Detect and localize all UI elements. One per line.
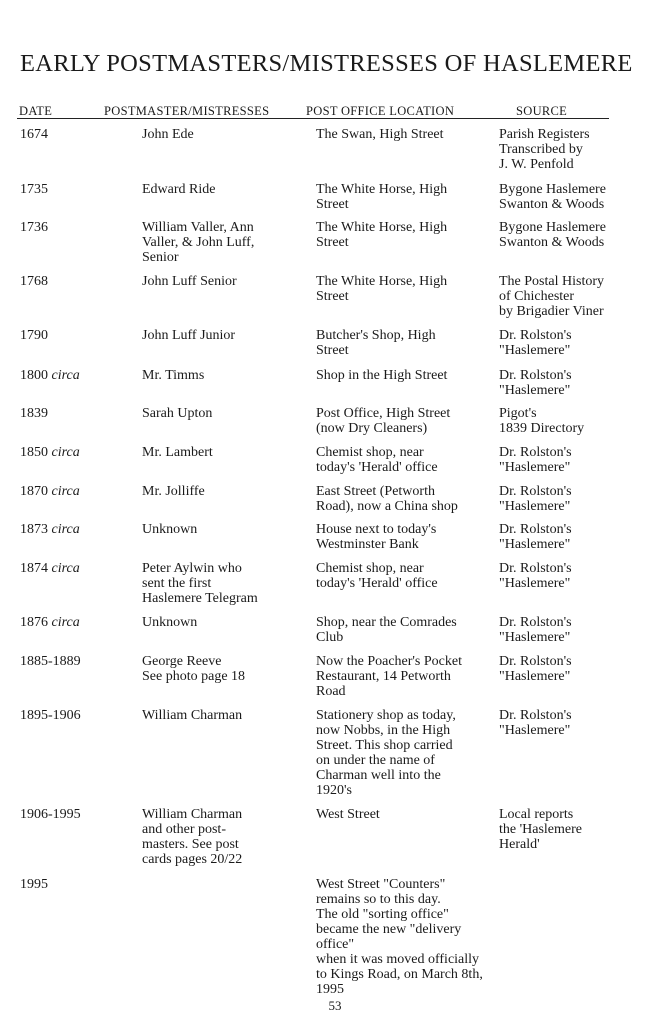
circa-note: circa	[51, 561, 80, 576]
page-title: EARLY POSTMASTERS/MISTRESSES OF HASLEMERE	[20, 50, 633, 77]
location-cell: West Street "Counters" remains so to this day. The old "sorting office" became the new "delivery office" when it was moved officially to Kings Road, on March 8th, 1995	[316, 877, 483, 997]
postmaster-cell: Unknown	[142, 522, 198, 537]
header-source: SOURCE	[516, 104, 568, 118]
postmaster-cell: Mr. Lambert	[142, 445, 213, 460]
source-cell: Dr. Rolston's "Haslemere"	[499, 654, 572, 684]
date-cell	[20, 807, 130, 822]
source-cell: Dr. Rolston's "Haslemere"	[499, 484, 572, 514]
source-cell: Dr. Rolston's "Haslemere"	[499, 445, 572, 475]
date-value: 1873	[20, 522, 52, 537]
postmaster-cell: Mr. Timms	[142, 368, 205, 383]
source-cell: The Postal History of Chichester by Brigadier Viner	[499, 274, 604, 319]
date-cell	[20, 877, 130, 892]
header-date: DATE	[19, 104, 53, 118]
date-cell	[20, 615, 130, 630]
postmaster-cell: John Luff Senior	[142, 274, 237, 289]
location-cell: West Street	[316, 807, 380, 822]
postmaster-cell: William Charman and other post- masters. See post cards pages 20/22	[142, 807, 243, 867]
date-value: 1870	[20, 484, 52, 499]
date-cell	[20, 484, 130, 499]
postmaster-cell: John Luff Junior	[142, 328, 236, 343]
date-cell	[20, 406, 130, 421]
location-cell: Post Office, High Street (now Dry Cleaners)	[316, 406, 451, 436]
header-postmaster: POSTMASTER/MISTRESSES	[104, 104, 270, 118]
postmaster-cell: George Reeve See photo page 18	[142, 654, 246, 684]
location-cell: The White Horse, High Street	[316, 274, 448, 304]
location-cell: Chemist shop, near today's 'Herald' office	[316, 445, 438, 475]
date-value: 1885-1889	[20, 654, 81, 669]
location-cell: Shop in the High Street	[316, 368, 448, 383]
date-value: 1876	[20, 615, 52, 630]
source-cell: Dr. Rolston's "Haslemere"	[499, 368, 572, 398]
location-cell: East Street (Petworth Road), now a China shop	[316, 484, 458, 514]
date-value: 1906-1995	[20, 807, 81, 822]
date-cell	[20, 708, 130, 723]
postmaster-cell: Peter Aylwin who sent the first Haslemere Telegram	[142, 561, 258, 606]
circa-note: circa	[51, 368, 80, 383]
date-value: 1768	[20, 274, 48, 289]
postmaster-cell: Unknown	[142, 615, 198, 630]
date-cell	[20, 182, 130, 197]
date-value: 1850	[20, 445, 52, 460]
date-value: 1995	[20, 877, 48, 892]
source-cell: Dr. Rolston's "Haslemere"	[499, 615, 572, 645]
date-value: 1839	[20, 406, 48, 421]
date-cell	[20, 127, 130, 142]
circa-note: circa	[51, 484, 80, 499]
postmaster-cell: Mr. Jolliffe	[142, 484, 205, 499]
header-rule	[17, 118, 609, 119]
date-cell	[20, 654, 130, 669]
location-cell: Butcher's Shop, High Street	[316, 328, 436, 358]
date-cell	[20, 368, 130, 383]
date-value: 1800	[20, 368, 52, 383]
date-cell	[20, 522, 130, 537]
date-value: 1790	[20, 328, 48, 343]
date-value: 1874	[20, 561, 52, 576]
source-cell: Bygone Haslemere Swanton & Woods	[499, 182, 606, 212]
circa-note: circa	[51, 522, 80, 537]
postmaster-cell: Sarah Upton	[142, 406, 213, 421]
location-cell: The White Horse, High Street	[316, 220, 448, 250]
source-cell: Dr. Rolston's "Haslemere"	[499, 522, 572, 552]
date-cell	[20, 328, 130, 343]
date-cell	[20, 445, 130, 460]
date-cell	[20, 220, 130, 235]
date-value: 1895-1906	[20, 708, 81, 723]
postmaster-cell: Edward Ride	[142, 182, 216, 197]
postmaster-cell: William Valler, Ann Valler, & John Luff, Senior	[142, 220, 255, 265]
circa-note: circa	[51, 615, 80, 630]
header-location: POST OFFICE LOCATION	[306, 104, 455, 118]
source-cell: Dr. Rolston's "Haslemere"	[499, 328, 572, 358]
location-cell: Now the Poacher's Pocket Restaurant, 14 Petworth Road	[316, 654, 462, 699]
location-cell: The Swan, High Street	[316, 127, 444, 142]
page-number: 53	[328, 998, 342, 1013]
date-cell	[20, 274, 130, 289]
source-cell: Pigot's 1839 Directory	[499, 406, 585, 436]
circa-note: circa	[51, 445, 80, 460]
postmaster-cell: William Charman	[142, 708, 243, 723]
date-value: 1674	[20, 127, 48, 142]
source-cell: Local reports the 'Haslemere Herald'	[499, 807, 582, 852]
source-cell: Bygone Haslemere Swanton & Woods	[499, 220, 606, 250]
location-cell: Shop, near the Comrades Club	[316, 615, 457, 645]
source-cell: Dr. Rolston's "Haslemere"	[499, 708, 572, 738]
location-cell: The White Horse, High Street	[316, 182, 448, 212]
date-value: 1736	[20, 220, 48, 235]
postmaster-cell: John Ede	[142, 127, 194, 142]
location-cell: Chemist shop, near today's 'Herald' office	[316, 561, 438, 591]
location-cell: Stationery shop as today, now Nobbs, in the High Street. This shop carried on under the name of Charman well into the 1920's	[316, 708, 456, 798]
date-value: 1735	[20, 182, 48, 197]
location-cell: House next to today's Westminster Bank	[316, 522, 437, 552]
date-cell	[20, 561, 130, 576]
source-cell: Parish Registers Transcribed by J. W. Penfold	[499, 127, 590, 172]
source-cell: Dr. Rolston's "Haslemere"	[499, 561, 572, 591]
